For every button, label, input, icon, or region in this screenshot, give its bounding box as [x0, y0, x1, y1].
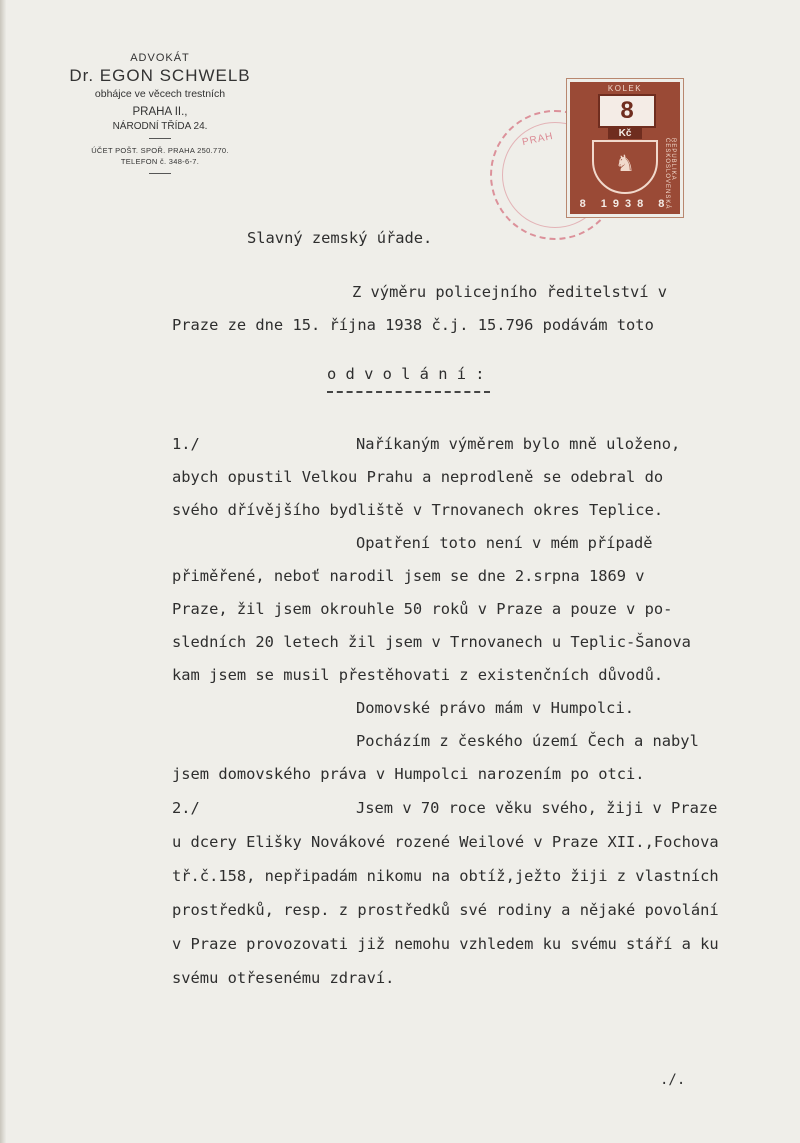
text-line-19: prostředků, resp. z prostředků své rodiny a nějaké povolání	[172, 901, 719, 919]
text-line-11: kam jsem se musil přestěhovati z existenčních důvodů.	[172, 666, 664, 684]
text-line-20: v Praze provozovati již nemohu vzhledem ku svému stáří a ku	[172, 935, 719, 953]
text-line-16: Jsem v 70 roce věku svého, žiji v Praze	[356, 799, 718, 817]
text-line-17: u dcery Elišky Novákové rozené Weilové v Praze XII.,Fochova	[172, 833, 719, 851]
letterhead-divider	[149, 138, 171, 139]
text-line-9: Praze, žil jsem okrouhle 50 roků v Praze a pouze v po-	[172, 600, 673, 618]
revenue-stamp	[570, 82, 680, 214]
letterhead-divider-bottom	[149, 173, 171, 174]
lion-emblem-icon: ♞	[617, 148, 633, 178]
heading-odvolani: o d v o l á n í :	[327, 365, 485, 383]
revenue-stamp-bottom-text: 8 1938 8	[579, 198, 671, 210]
text-line-5: abych opustil Velkou Prahu a neprodleně se odebral do	[172, 468, 664, 486]
text-line-13: Pocházím z českého území Čech a nabyl	[356, 732, 699, 750]
letterhead-role: obhájce ve věcech trestních	[94, 88, 226, 100]
salutation: Slavný zemský úřade.	[247, 229, 433, 247]
letterhead-city: PRAHA II.,	[132, 106, 188, 118]
letterhead	[60, 52, 260, 174]
text-line-12: Domovské právo mám v Humpolci.	[356, 699, 634, 717]
text-line-14: jsem domovského práva v Humpolci narozením po otci.	[172, 765, 645, 783]
letterhead-account: ÚČET POŠT. SPOŘ. PRAHA 250.770.	[91, 146, 229, 155]
letterhead-name: Dr. EGON SCHWELB	[69, 66, 251, 85]
text-line-4: Naříkaným výměrem bylo mně uloženo,	[356, 435, 681, 453]
page-edge	[0, 0, 6, 1143]
letterhead-phone: TELEFON č. 348-6-7.	[120, 157, 200, 166]
point-number-2: 2./	[172, 799, 200, 817]
text-line-8: přiměřené, neboť narodil jsem se dne 2.srpna 1869 v	[172, 567, 645, 585]
text-line-1: Z výměru policejního ředitelství v	[352, 283, 668, 301]
heading-underline	[327, 391, 490, 395]
text-line-21: svému otřesenému zdraví.	[172, 969, 395, 987]
text-line-10: sledních 20 letech žil jsem v Trnovanech u Teplic-Šanova	[172, 633, 691, 651]
revenue-stamp-top-text: KOLEK	[607, 84, 643, 93]
page-continuation-mark: ./.	[660, 1072, 686, 1088]
revenue-stamp-shield	[592, 140, 658, 194]
letterhead-office: ADVOKÁT	[130, 52, 190, 64]
red-seal-text: PRAH	[521, 130, 555, 149]
text-line-18: tř.č.158, nepřipadám nikomu na obtíž,ježto žiji z vlastních	[172, 867, 719, 885]
point-number-1: 1./	[172, 435, 200, 453]
revenue-stamp-unit: Kč	[608, 128, 642, 139]
text-line-6: svého dřívějšího bydliště v Trnovanech okres Teplice.	[172, 501, 664, 519]
revenue-stamp-side-text: REPUBLIKA ČESKOSLOVENSKÁ	[664, 138, 676, 210]
text-line-2: Praze ze dne 15. října 1938 č.j. 15.796 podávám toto	[172, 316, 654, 334]
text-line-7: Opatření toto není v mém případě	[356, 534, 653, 552]
revenue-stamp-value: 8	[598, 94, 656, 128]
letterhead-street: NÁRODNÍ TŘÍDA 24.	[112, 121, 208, 132]
